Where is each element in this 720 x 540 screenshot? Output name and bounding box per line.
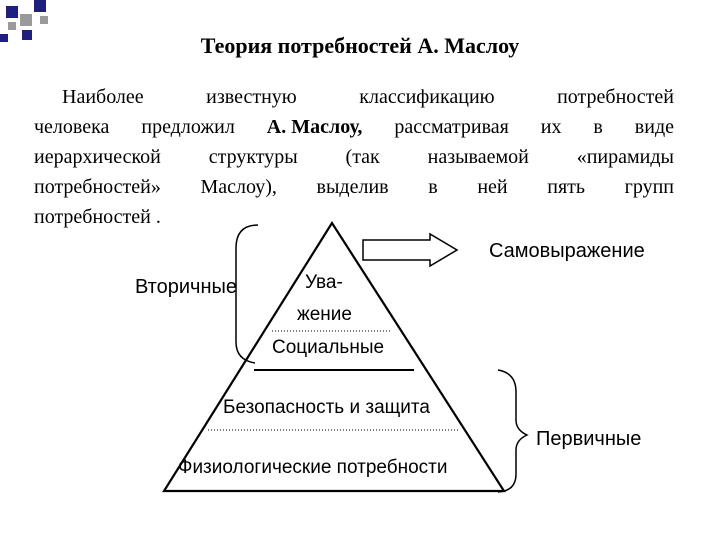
- word: известную: [206, 86, 297, 108]
- word: человека: [34, 116, 110, 138]
- word: иерархической: [34, 146, 161, 168]
- word: потребностей»: [34, 176, 161, 198]
- slide-title: Теория потребностей А. Маслоу: [200, 33, 520, 58]
- word: пять: [547, 176, 585, 198]
- level-safety: Безопасность и защита: [223, 397, 430, 418]
- word: классификацию: [359, 86, 495, 108]
- word: структуры: [208, 146, 298, 168]
- word: потребностей: [557, 86, 674, 108]
- word: в: [428, 176, 438, 198]
- level-self-actualization: Самовыражение: [489, 240, 645, 262]
- word: Наиболее: [62, 86, 144, 108]
- word: виде: [634, 116, 674, 138]
- group-primary-label: Первичные: [536, 428, 642, 450]
- word: их: [540, 116, 562, 138]
- word: (так: [345, 146, 380, 168]
- primary-brace: [498, 370, 527, 492]
- arrow-right-icon: [363, 234, 457, 266]
- word: потребностей .: [34, 206, 161, 228]
- word: в: [593, 116, 603, 138]
- word: предложил: [141, 116, 235, 138]
- word: рассматривая: [394, 116, 509, 138]
- word: ней: [477, 176, 508, 198]
- word: «пирамиды: [576, 146, 674, 168]
- author-name: А. Маслоу,: [266, 116, 363, 138]
- level-esteem-line1: Ува-: [305, 272, 343, 293]
- secondary-brace: [236, 225, 258, 363]
- level-physiological: Физиологические потребности: [178, 457, 448, 478]
- level-esteem-line2: жение: [297, 304, 352, 325]
- group-secondary-label: Вторичные: [135, 276, 237, 298]
- word: Маслоу),: [200, 176, 277, 198]
- word: групп: [624, 176, 674, 198]
- level-social: Социальные: [272, 337, 385, 358]
- word: называемой: [427, 146, 529, 168]
- word: выделив: [316, 176, 389, 198]
